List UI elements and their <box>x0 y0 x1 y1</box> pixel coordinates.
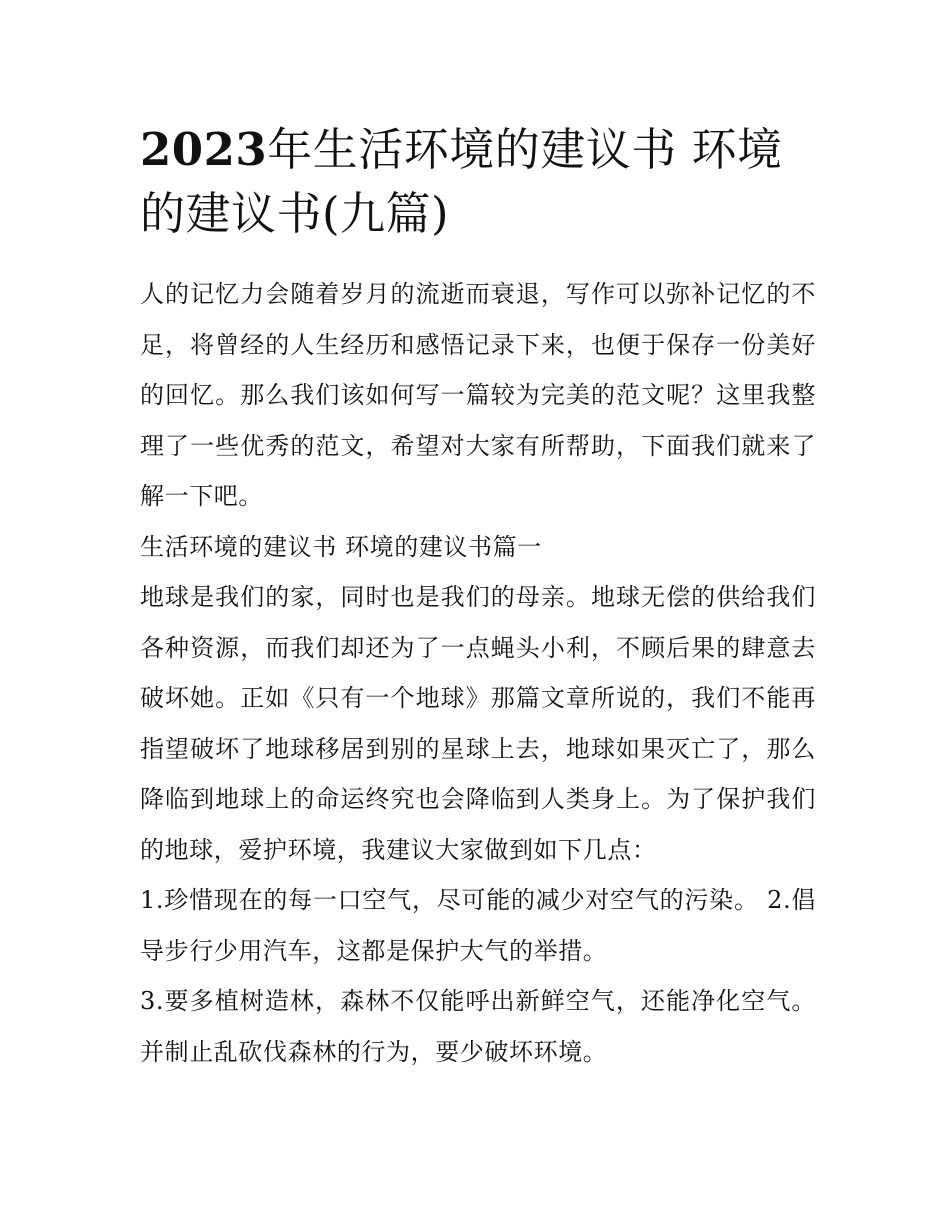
document-title <box>140 118 816 246</box>
list-item: 3.要多植树造林，森林不仅能呼出新鲜空气，还能净化空气。并制止乱砍伐森林的行为，要少破坏环境。 <box>140 987 816 1066</box>
title-year: 2023 <box>140 123 268 176</box>
intro-paragraph: 人的记忆力会随着岁月的流逝而衰退，写作可以弥补记忆的不足，将曾经的人生经历和感悟记录下来，也便于保存一份美好的回忆。那么我们该如何写一篇较为完美的范文呢？这里我整理了一些优秀的范文，希望对大家有所帮助，下面我们就来了解一下吧。 <box>140 280 816 510</box>
section-heading: 生活环境的建议书 环境的建议书篇一 <box>140 532 542 561</box>
document-body <box>140 269 816 1077</box>
list-item: 1.珍惜现在的每一口空气，尽可能的减少对空气的污染。 2.倡导步行少用汽车，这都是保护大气的举措。 <box>140 886 816 965</box>
title-text: 年生活环境的建议书 环境的建议书(九篇) <box>140 123 783 240</box>
body-paragraph: 地球是我们的家，同时也是我们的母亲。地球无偿的供给我们各种资源，而我们却还为了一点蝇头小利，不顾后果的肆意去破坏她。正如《只有一个地球》那篇文章所说的，我们不能再指望破坏了地球移居到别的星球上去，地球如果灭亡了，那么降临到地球上的命运终究也会降临到人类身上。为了保护我们的地球，爱护环境，我建议大家做到如下几点： <box>140 583 816 864</box>
document-page <box>140 118 816 1077</box>
